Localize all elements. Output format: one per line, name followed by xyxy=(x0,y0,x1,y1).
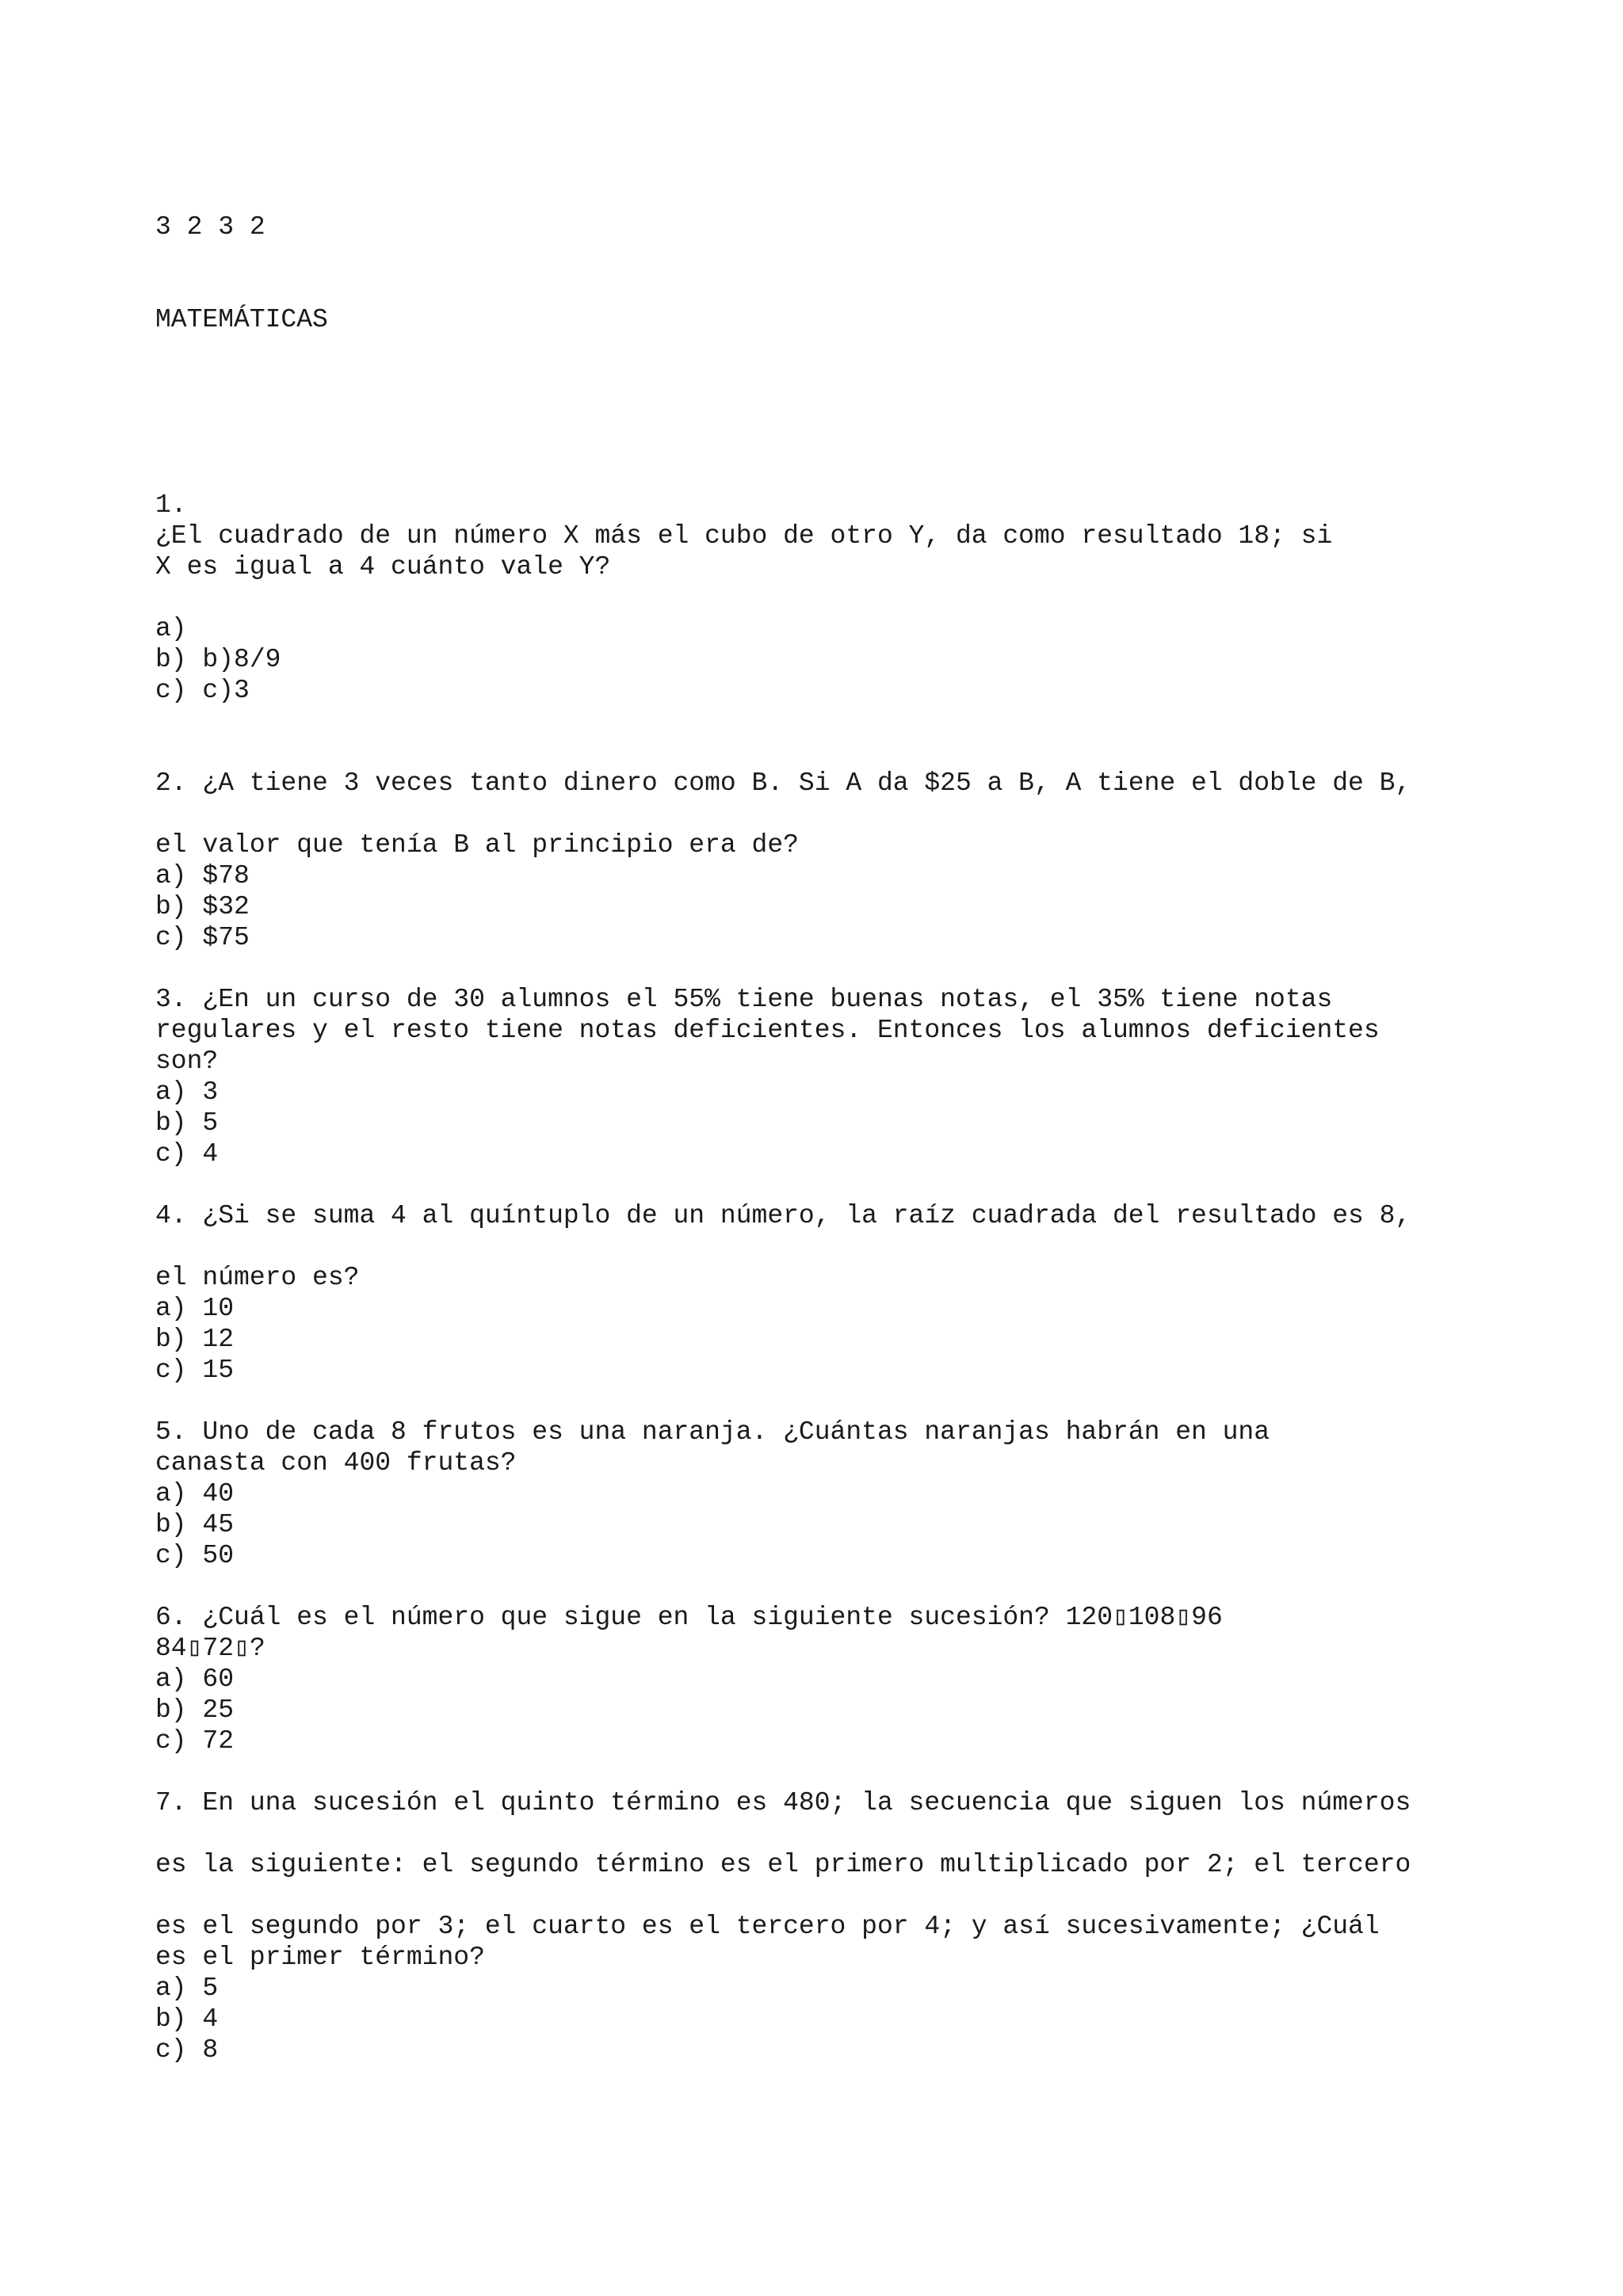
question-text-line xyxy=(155,799,1503,830)
question-block xyxy=(155,768,1503,984)
question-list xyxy=(155,490,1503,2065)
spacer xyxy=(155,1571,1503,1602)
question-text-line: 3. ¿En un curso de 30 alumnos el 55% tiene buenas notas, el 35% tiene notas xyxy=(155,985,1333,1014)
question-text-line: el número es? xyxy=(155,1263,360,1292)
answer-option: c) 4 xyxy=(155,1139,219,1169)
question-text-line: 1. xyxy=(155,490,187,520)
answer-option: c) $75 xyxy=(155,923,250,952)
spacer xyxy=(155,1169,1503,1200)
exam-code: 3 2 3 2 xyxy=(155,212,265,242)
question-text-line: canasta con 400 frutas? xyxy=(155,1448,517,1478)
spacer xyxy=(155,706,1503,737)
question-block xyxy=(155,1602,1503,1787)
answer-option: a) xyxy=(155,614,187,643)
answer-option: c) c)3 xyxy=(155,676,250,705)
answer-option: b) 45 xyxy=(155,1510,235,1539)
question-text-line: el valor que tenía B al principio era de? xyxy=(155,830,799,860)
question-block xyxy=(155,1200,1503,1417)
question-text-line: es la siguiente: el segundo término es el primero multiplicado por 2; el tercero xyxy=(155,1850,1411,1879)
spacer xyxy=(155,397,1503,428)
question-text-line xyxy=(155,1231,1503,1262)
question-text-line: es el primer término? xyxy=(155,1943,485,1972)
answer-option: b) 12 xyxy=(155,1325,235,1354)
document-page xyxy=(155,150,1503,2096)
answer-option: b) 25 xyxy=(155,1695,235,1725)
spacer xyxy=(155,582,1503,613)
question-text-line xyxy=(155,1818,1503,1849)
answer-option: c) 15 xyxy=(155,1356,235,1385)
answer-option: b) $32 xyxy=(155,892,250,921)
answer-option: c) 72 xyxy=(155,1726,235,1756)
spacer xyxy=(155,1386,1503,1417)
answer-option: c) 8 xyxy=(155,2035,219,2065)
question-text-line: 5. Uno de cada 8 frutos es una naranja. ¿Cuántas naranjas habrán en una xyxy=(155,1417,1270,1447)
question-text-line: 2. ¿A tiene 3 veces tanto dinero como B. Si A da $25 a B, A tiene el doble de B, xyxy=(155,769,1411,798)
subject-title: MATEMÁTICAS xyxy=(155,305,328,334)
question-block xyxy=(155,984,1503,1200)
question-block xyxy=(155,1417,1503,1602)
spacer xyxy=(155,953,1503,984)
answer-option: c) 50 xyxy=(155,1541,235,1570)
question-text-line: 7. En una sucesión el quinto término es 480; la secuencia que siguen los números xyxy=(155,1788,1411,1817)
answer-option: a) 3 xyxy=(155,1077,219,1107)
answer-option: a) $78 xyxy=(155,861,250,891)
question-text-line: es el segundo por 3; el cuarto es el tercero por 4; y así sucesivamente; ¿Cuál xyxy=(155,1912,1380,1941)
answer-option: b) 4 xyxy=(155,2004,219,2034)
question-block xyxy=(155,490,1503,768)
answer-option: b) b)8/9 xyxy=(155,645,281,674)
question-text-line: son? xyxy=(155,1047,219,1076)
answer-option: a) 5 xyxy=(155,1974,219,2003)
spacer xyxy=(155,737,1503,768)
question-text-line: X es igual a 4 cuánto vale Y? xyxy=(155,552,611,582)
question-text-line: 4. ¿Si se suma 4 al quíntuplo de un número, la raíz cuadrada del resultado es 8, xyxy=(155,1201,1411,1230)
question-text-line: 6. ¿Cuál es el número que sigue en la siguiente sucesión? 120▯108▯96 xyxy=(155,1603,1223,1632)
question-text-line: ¿El cuadrado de un número X más el cubo de otro Y, da como resultado 18; si xyxy=(155,521,1333,551)
question-text-line: regulares y el resto tiene notas deficientes. Entonces los alumnos deficientes xyxy=(155,1016,1380,1045)
spacer xyxy=(155,1756,1503,1787)
question-block xyxy=(155,1787,1503,2065)
question-text-line xyxy=(155,1880,1503,1911)
answer-option: a) 60 xyxy=(155,1665,235,1694)
answer-option: a) 40 xyxy=(155,1479,235,1508)
answer-option: a) 10 xyxy=(155,1294,235,1323)
answer-option: b) 5 xyxy=(155,1108,219,1138)
question-text-line: 84▯72▯? xyxy=(155,1634,265,1663)
